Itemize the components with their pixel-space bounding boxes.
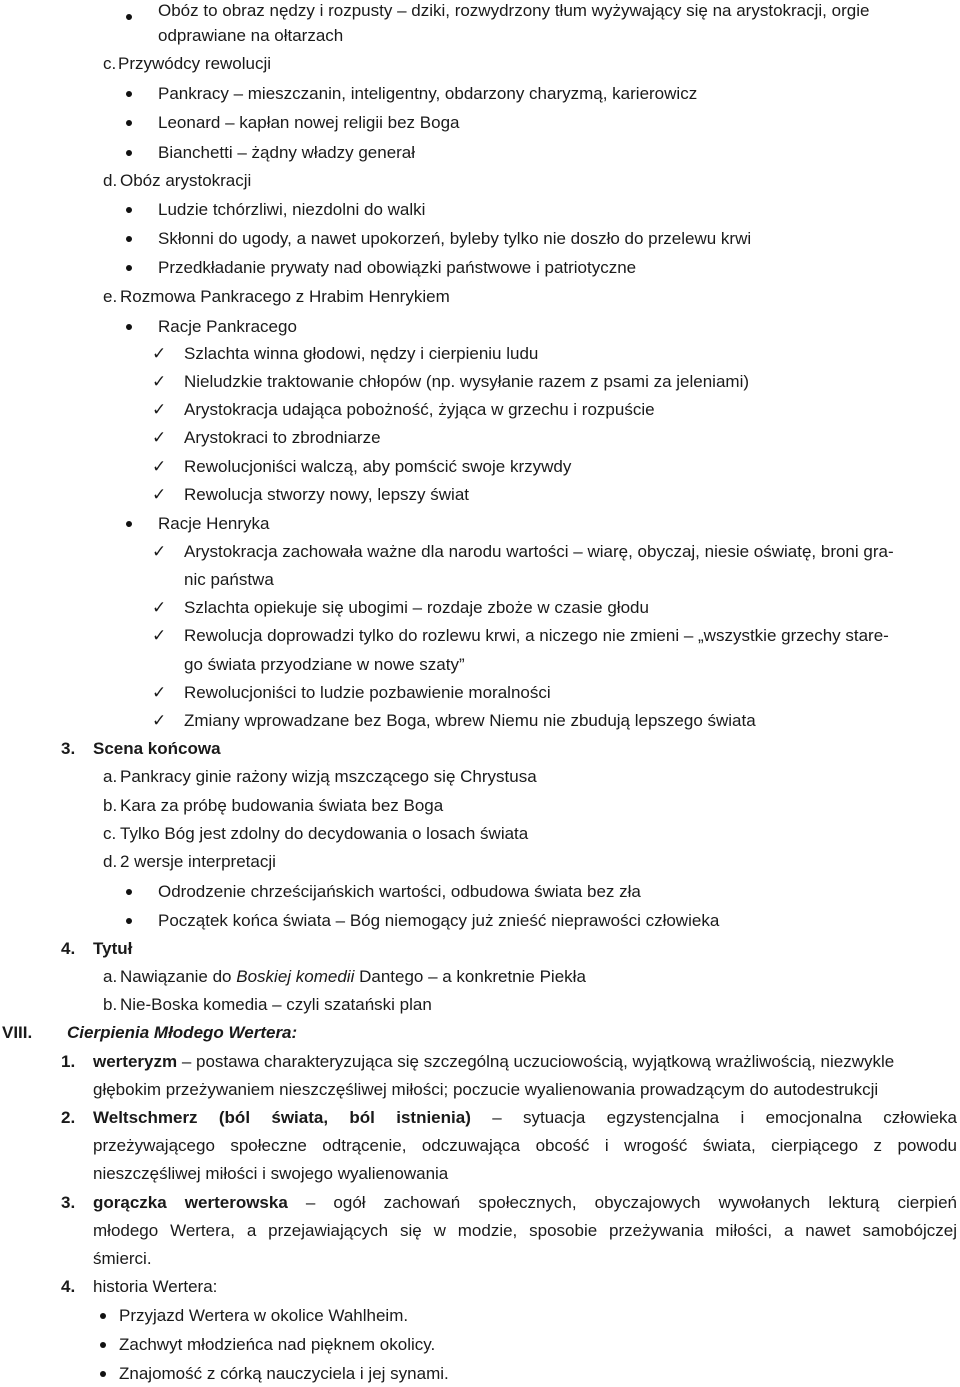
list-item: Szlachta winna głodowi, nędzy i cierpieniu ludu (184, 344, 539, 363)
list-item: Rewolucja stworzy nowy, lepszy świat (184, 485, 469, 504)
list-item: Przyjazd Wertera w okolice Wahlheim. (119, 1306, 409, 1325)
definition-continuation: głębokim przeżywaniem nieszczęśliwej miłości; poczucie wyalienowania prowadzącym do autodestrukcji (93, 1080, 879, 1099)
bullet-icon (126, 120, 132, 126)
list-item: Zachwyt młodzieńca nad pięknem okolicy. (119, 1335, 436, 1354)
list-marker: d. (103, 852, 118, 871)
bullet-icon (100, 1313, 106, 1319)
list-item: Pankracy ginie rażony wizją mszczącego się Chrystusa (120, 767, 537, 786)
checkmark-icon: ✓ (152, 711, 167, 731)
list-marker: b. (103, 796, 118, 815)
list-marker: c. (103, 824, 117, 843)
list-item: Pankracy – mieszczanin, inteligentny, obdarzony charyzmą, karierowicz (158, 84, 698, 103)
definition-continuation: śmierci. (93, 1249, 152, 1268)
bullet-icon (126, 207, 132, 213)
list-item-continuation: nic państwa (184, 570, 274, 589)
checkmark-icon: ✓ (152, 683, 167, 703)
bullet-icon (126, 918, 132, 924)
list-item: Nie-Boska komedia – czyli szatański plan (120, 995, 432, 1014)
list-item: Odrodzenie chrześcijańskich wartości, odbudowa świata bez zła (158, 882, 641, 901)
checkmark-icon: ✓ (152, 598, 167, 618)
list-marker: a. (103, 767, 118, 786)
bullet-icon (126, 91, 132, 97)
definition: Weltschmerz (ból świata, ból istnienia) – sytuacja egzystencjalna i emocjonalna człowieka (93, 1108, 957, 1127)
checkmark-icon: ✓ (152, 344, 167, 364)
bullet-icon (100, 1342, 106, 1348)
checkmark-icon: ✓ (152, 428, 167, 448)
list-item: Skłonni do ugody, a nawet upokorzeń, byleby tylko nie doszło do przelewu krwi (158, 229, 752, 248)
list-item: Tylko Bóg jest zdolny do decydowania o losach świata (120, 824, 529, 843)
list-item: Rozmowa Pankracego z Hrabim Henrykiem (120, 287, 450, 306)
list-marker: b. (103, 995, 118, 1014)
list-item: Przedkładanie prywaty nad obowiązki państwowe i patriotyczne (158, 258, 637, 277)
list-marker: a. (103, 967, 118, 986)
term: werteryzm (93, 1052, 178, 1071)
list-item: Leonard – kapłan nowej religii bez Boga (158, 113, 460, 132)
section-number: 3. (61, 739, 76, 758)
checkmark-icon: ✓ (152, 485, 167, 505)
list-item: Rewolucja doprowadzi tylko do rozlewu krwi, a niczego nie zmieni – „wszystkie grzechy stare- (184, 626, 889, 645)
list-item: Arystokracja udająca pobożność, żyjąca w grzechu i rozpuście (184, 400, 655, 419)
list-item-continuation: odprawiane na ołtarzach (158, 26, 344, 45)
section-number: 3. (61, 1193, 76, 1212)
list-item: Bianchetti – żądny władzy generał (158, 143, 416, 162)
list-item: 2 wersje interpretacji (120, 852, 276, 871)
definition: werteryzm – postawa charakteryzująca się szczególną uczuciowością, wyjątkową wrażliwością, niezwykle (93, 1052, 895, 1071)
definition-continuation: młodego Wertera, a przejawiających się w modzie, sposobie przeżywania miłości, a nawet samobójczej (93, 1221, 957, 1240)
list-marker: d. (103, 171, 118, 190)
definition-continuation: przeżywającego społeczne odtrącenie, odczuwająca obcość i wrogość świata, cierpiącego z powodu (93, 1136, 957, 1155)
term: Weltschmerz (ból świata, ból istnienia) (93, 1108, 471, 1127)
definition-continuation: nieszczęśliwej miłości i swojego wyalienowania (93, 1164, 449, 1183)
section-number: 4. (61, 939, 76, 958)
list-item: Nawiązanie do Boskiej komedii Dantego – a konkretnie Piekła (120, 967, 586, 986)
bullet-icon (100, 1371, 106, 1377)
list-item: Zmiany wprowadzane bez Boga, wbrew Niemu nie zbudują lepszego świata (184, 711, 756, 730)
section-number: 4. (61, 1277, 76, 1296)
list-item: Kara za próbę budowania świata bez Boga (120, 796, 444, 815)
list-item: Znajomość z córką nauczyciela i jej synami. (119, 1364, 449, 1383)
list-item: Rewolucjoniści to ludzie pozbawienie moralności (184, 683, 551, 702)
checkmark-icon: ✓ (152, 372, 167, 392)
list-item: Racje Pankracego (158, 317, 297, 336)
chapter-heading: Cierpienia Młodego Wertera: (67, 1023, 298, 1042)
bullet-icon (126, 150, 132, 156)
list-item: Obóz arystokracji (120, 171, 252, 190)
roman-numeral: VIII. (2, 1023, 33, 1042)
list-marker: e. (103, 287, 118, 306)
list-item: Racje Henryka (158, 514, 270, 533)
checkmark-icon: ✓ (152, 400, 167, 420)
list-item: Arystokraci to zbrodniarze (184, 428, 381, 447)
list-item: Początek końca świata – Bóg niemogący już znieść nieprawości człowieka (158, 911, 720, 930)
work-title: Boskiej komedii (236, 967, 355, 986)
list-item: Szlachta opiekuje się ubogimi – rozdaje zboże w czasie głodu (184, 598, 649, 617)
bullet-icon (126, 14, 132, 20)
section-heading: Tytuł (93, 939, 133, 958)
section-heading: Scena końcowa (93, 739, 221, 758)
checkmark-icon: ✓ (152, 626, 167, 646)
list-item: Rewolucjoniści walczą, aby pomścić swoje krzywdy (184, 457, 572, 476)
term: gorączka werterowska (93, 1193, 288, 1212)
checkmark-icon: ✓ (152, 457, 167, 477)
bullet-icon (126, 521, 132, 527)
checkmark-icon: ✓ (152, 542, 167, 562)
list-item: Nieludzkie traktowanie chłopów (np. wysyłanie razem z psami za jeleniami) (184, 372, 750, 391)
list-item: Przywódcy rewolucji (118, 54, 272, 73)
list-item: Arystokracja zachowała ważne dla narodu wartości – wiarę, obyczaj, niesie oświatę, broni gra- (184, 542, 894, 561)
list-item: Ludzie tchórzliwi, niezdolni do walki (158, 200, 426, 219)
definition: gorączka werterowska – ogół zachowań społecznych, obyczajowych wywołanych lekturą cierpień (93, 1193, 957, 1212)
list-item-continuation: go świata przyodziane w nowe szaty” (184, 655, 465, 674)
bullet-icon (126, 265, 132, 271)
section-heading: historia Wertera: (93, 1277, 218, 1296)
bullet-icon (126, 236, 132, 242)
bullet-icon (126, 889, 132, 895)
list-marker: c. (103, 54, 117, 73)
section-number: 1. (61, 1052, 76, 1071)
list-item: Obóz to obraz nędzy i rozpusty – dziki, rozwydrzony tłum wyżywający się na arystokracji, orgie (158, 1, 870, 20)
section-number: 2. (61, 1108, 76, 1127)
bullet-icon (126, 324, 132, 330)
